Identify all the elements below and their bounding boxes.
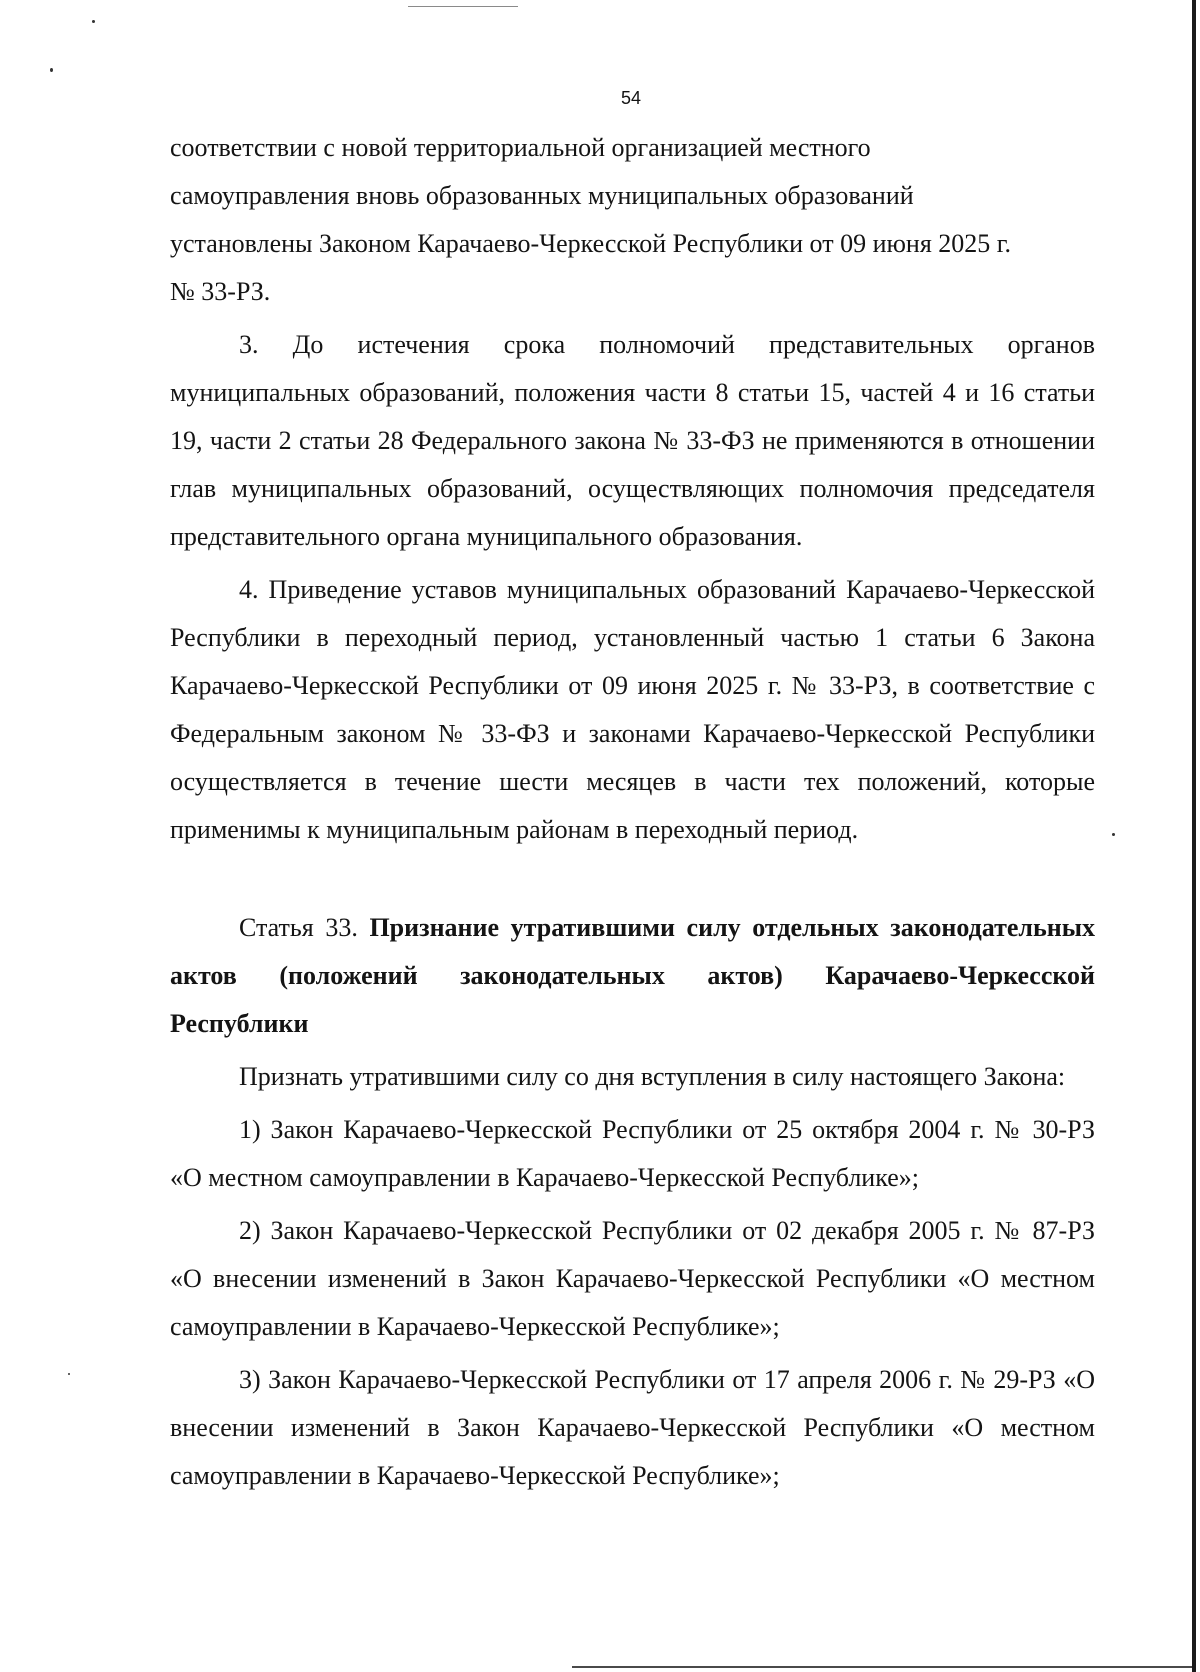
paragraph-continuation-line: соответствии с новой территориальной организацией местного [170, 133, 871, 162]
list-item: 1) Закон Карачаево-Черкесской Республики от 25 октября 2004 г. № 30-РЗ «О местном самоуправлении в Карачаево-Черкесской Республике»; [170, 1115, 1095, 1192]
list-item: 3) Закон Карачаево-Черкесской Республики от 17 апреля 2006 г. № 29-РЗ «О внесении изменений в Закон Карачаево-Черкесской Республики «О местном самоуправлении в Карачаево-Черкесской Республике»; [170, 1365, 1095, 1490]
page-number: 54 [620, 88, 642, 108]
list-item: 2) Закон Карачаево-Черкесской Республики от 02 декабря 2005 г. № 87-РЗ «О внесении изменений в Закон Карачаево-Черкесской Республики «О местном самоуправлении в Карачаево-Черкесской Республике»; [170, 1216, 1095, 1341]
paragraph-item-4: 4. Приведение уставов муниципальных образований Карачаево-Черкесской Республики в переходный период, установленный частью 1 статьи 6 Закона Карачаево-Черкесской Республики от 09 июня 2025 г. № 33-РЗ, в соответствие с Федеральным законом № 33-ФЗ и законами Карачаево-Черкесской Республики осуществляется в течение шести месяцев в части тех положений, которые применимы к муниципальным районам в переходный период. [170, 575, 1095, 844]
scan-edge-right [1192, 0, 1196, 1672]
scan-speck [92, 20, 95, 23]
paragraph-continuation-line: № 33-РЗ. [170, 277, 271, 306]
scan-speck [68, 1373, 70, 1375]
article-intro: Признать утратившими силу со дня вступления в силу настоящего Закона: [239, 1062, 1066, 1091]
scan-edge-bottom [572, 1666, 1192, 1668]
article-label: Статья 33. [239, 913, 358, 942]
article-heading [170, 904, 1095, 1048]
article-title: Признание утратившими силу отдельных законодательных актов (положений законодательных актов) Карачаево-Черкесской Республики [170, 913, 1095, 1038]
paragraph-item-3: 3. До истечения срока полномочий представительных органов муниципальных образований, положения части 8 статьи 15, частей 4 и 16 статьи 19, части 2 статьи 28 Федерального закона № 33-ФЗ не применяются в отношении глав муниципальных образований, осуществляющих полномочия председателя представительного органа муниципального образования. [170, 330, 1095, 551]
paragraph-continuation-line: самоуправления вновь образованных муниципальных образований [170, 181, 914, 210]
scan-speck [1112, 833, 1115, 836]
scan-edge-top [408, 6, 518, 7]
scan-speck [50, 68, 53, 72]
paragraph-continuation-line: установлены Законом Карачаево-Черкесской Республики от 09 июня 2025 г. [170, 229, 1012, 258]
document-body [170, 124, 1095, 1500]
